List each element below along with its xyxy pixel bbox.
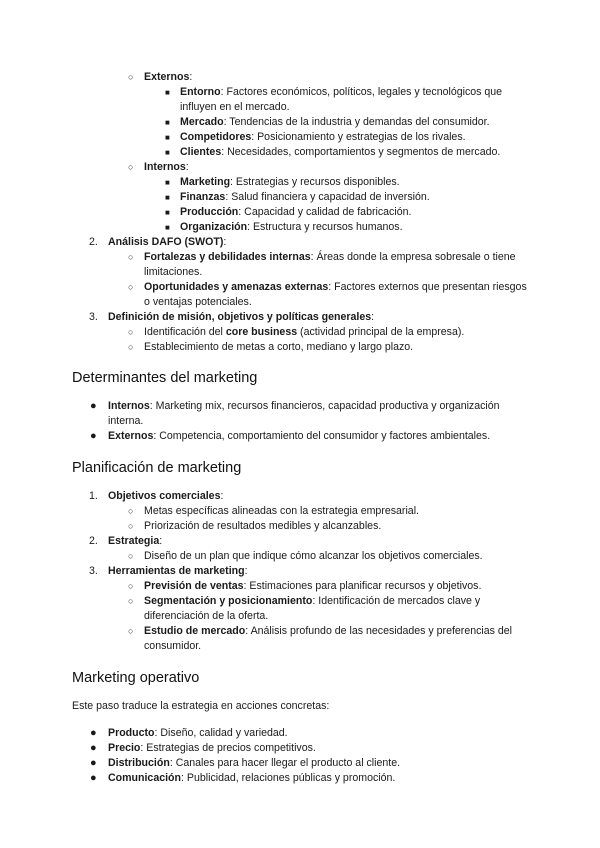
bullet-item (72, 771, 528, 786)
item-text: : Áreas donde la empresa sobresale o tiene limitaciones. (144, 251, 516, 278)
list-item (72, 115, 528, 130)
bullet-item (72, 726, 528, 741)
item-label: Oportunidades y amenazas externas (144, 281, 329, 293)
section-heading-operativo: Marketing operativo (72, 670, 200, 686)
list-item (72, 549, 528, 564)
item-text: : (189, 71, 193, 83)
item-text: : Factores externos que presentan riesgos o ventajas potenciales. (144, 281, 527, 308)
item-text: : Factores económicos, políticos, legales y tecnológicos que influyen en el mercado. (180, 86, 503, 113)
item-text: : Canales para hacer llegar el producto al cliente. (169, 757, 401, 769)
disc-bullet-icon: ● (90, 757, 97, 769)
list-item (72, 594, 528, 624)
item-label: Competidores (180, 131, 252, 143)
outline-continuation (72, 70, 528, 355)
item-text: : Análisis profundo de las necesidades y preferencias del consumidor. (144, 625, 513, 652)
square-bullet-icon: ■ (165, 208, 170, 217)
circle-bullet-icon: ○ (128, 521, 134, 531)
numbered-item (72, 534, 528, 549)
item-text: : Estrategias de precios competitivos. (140, 742, 316, 754)
item-text: : Estimaciones para planificar recursos y objetivos. (243, 580, 482, 592)
item-label: Organización (180, 221, 248, 233)
item-label: Entorno (180, 86, 221, 98)
circle-bullet-icon: ○ (128, 596, 134, 606)
item-text: : (185, 161, 189, 173)
numbered-item (72, 564, 528, 579)
list-item (72, 130, 528, 145)
item-label: Precio (108, 742, 141, 754)
numbered-item (72, 489, 528, 504)
item-label: Herramientas de marketing (108, 565, 245, 577)
item-text: (actividad principal de la empresa). (297, 326, 465, 338)
item-text: : Posicionamiento y estrategias de los rivales. (251, 131, 466, 143)
list-item (72, 85, 528, 115)
item-label: Externos (144, 71, 190, 83)
item-label: Finanzas (180, 191, 226, 203)
list-item-internos (72, 160, 528, 175)
item-label: Clientes (180, 146, 222, 158)
item-text: : Necesidades, comportamientos y segmentos de mercado. (221, 146, 501, 158)
disc-bullet-icon: ● (90, 400, 97, 412)
disc-bullet-icon: ● (90, 727, 97, 739)
item-text: Metas específicas alineadas con la estrategia empresarial. (144, 505, 419, 517)
list-item (72, 190, 528, 205)
item-text: : Capacidad y calidad de fabricación. (238, 206, 412, 218)
item-label: Mercado (180, 116, 224, 128)
item-number: 3. (89, 311, 98, 323)
item-number: 2. (89, 535, 98, 547)
square-bullet-icon: ■ (165, 88, 170, 97)
square-bullet-icon: ■ (165, 223, 170, 232)
item-label: Segmentación y posicionamiento (144, 595, 313, 607)
list-item (72, 205, 528, 220)
item-text: : (371, 311, 375, 323)
item-number: 3. (89, 565, 98, 577)
circle-bullet-icon: ○ (128, 342, 134, 352)
square-bullet-icon: ■ (165, 193, 170, 202)
item-label: Estudio de mercado (144, 625, 246, 637)
disc-bullet-icon: ● (90, 430, 97, 442)
item-label: Previsión de ventas (144, 580, 244, 592)
item-text: : Marketing mix, recursos financieros, capacidad productiva y organización interna. (108, 400, 500, 427)
circle-bullet-icon: ○ (128, 506, 134, 516)
list-item (72, 624, 528, 654)
bullet-item (72, 741, 528, 756)
bullet-item (72, 429, 528, 444)
item-label: Externos (108, 430, 154, 442)
item-label: core business (225, 326, 298, 338)
square-bullet-icon: ■ (165, 133, 170, 142)
disc-bullet-icon: ● (90, 742, 97, 754)
item-label: Fortalezas y debilidades internas (144, 251, 311, 263)
section-heading-determinantes: Determinantes del marketing (72, 370, 258, 386)
circle-bullet-icon: ○ (128, 72, 134, 82)
list-item (72, 145, 528, 160)
list-item (72, 250, 528, 280)
item-label: Distribución (108, 757, 170, 769)
item-text: : (159, 535, 163, 547)
circle-bullet-icon: ○ (128, 581, 134, 591)
list-item (72, 325, 528, 340)
circle-bullet-icon: ○ (128, 327, 134, 337)
list-item (72, 340, 528, 355)
item-text: Diseño de un plan que indique cómo alcanzar los objetivos comerciales. (144, 550, 483, 562)
item-text: Priorización de resultados medibles y alcanzables. (144, 520, 382, 532)
item-label: Producto (108, 727, 155, 739)
list-item (72, 220, 528, 235)
circle-bullet-icon: ○ (128, 252, 134, 262)
list-item (72, 280, 528, 310)
item-number: 2. (89, 236, 98, 248)
list-item (72, 579, 528, 594)
item-text: : Estructura y recursos humanos. (247, 221, 403, 233)
disc-bullet-icon: ● (90, 772, 97, 784)
item-label: Análisis DAFO (SWOT) (108, 236, 224, 248)
item-text: : Tendencias de la industria y demandas del consumidor. (223, 116, 490, 128)
circle-bullet-icon: ○ (128, 551, 134, 561)
numbered-item-mision (72, 310, 528, 325)
item-label: Internos (144, 161, 186, 173)
circle-bullet-icon: ○ (128, 162, 134, 172)
item-text: : Diseño, calidad y variedad. (154, 727, 288, 739)
section-heading-planificacion: Planificación de marketing (72, 460, 242, 476)
square-bullet-icon: ■ (165, 178, 170, 187)
item-label: Estrategia (108, 535, 160, 547)
item-text: : (223, 236, 227, 248)
item-text: : Competencia, comportamiento del consumidor y factores ambientales. (153, 430, 491, 442)
square-bullet-icon: ■ (165, 148, 170, 157)
bullet-item (72, 756, 528, 771)
bullet-item (72, 399, 528, 429)
item-label: Marketing (180, 176, 231, 188)
item-label: Objetivos comerciales (108, 490, 221, 502)
item-text: : Publicidad, relaciones públicas y promoción. (181, 772, 396, 784)
item-text: : Estrategias y recursos disponibles. (230, 176, 400, 188)
numbered-item-dafo (72, 235, 528, 250)
item-text: : (244, 565, 248, 577)
item-number: 1. (89, 490, 98, 502)
list-item (72, 504, 528, 519)
item-text: : Identificación de mercados clave y diferenciación de la oferta. (144, 595, 481, 622)
item-label: Producción (180, 206, 239, 218)
circle-bullet-icon: ○ (128, 626, 134, 636)
paragraph-intro: Este paso traduce la estrategia en acciones concretas: (72, 700, 330, 712)
list-item (72, 519, 528, 534)
square-bullet-icon: ■ (165, 118, 170, 127)
item-text: : (220, 490, 224, 502)
list-item (72, 175, 528, 190)
item-label: Comunicación (108, 772, 181, 784)
item-text: Identificación del (144, 326, 226, 338)
item-label: Internos (108, 400, 150, 412)
item-text: : Salud financiera y capacidad de inversión. (225, 191, 430, 203)
item-label: Definición de misión, objetivos y políticas generales (108, 311, 372, 323)
item-text: Establecimiento de metas a corto, mediano y largo plazo. (144, 341, 414, 353)
circle-bullet-icon: ○ (128, 282, 134, 292)
list-item-externos (72, 70, 528, 85)
